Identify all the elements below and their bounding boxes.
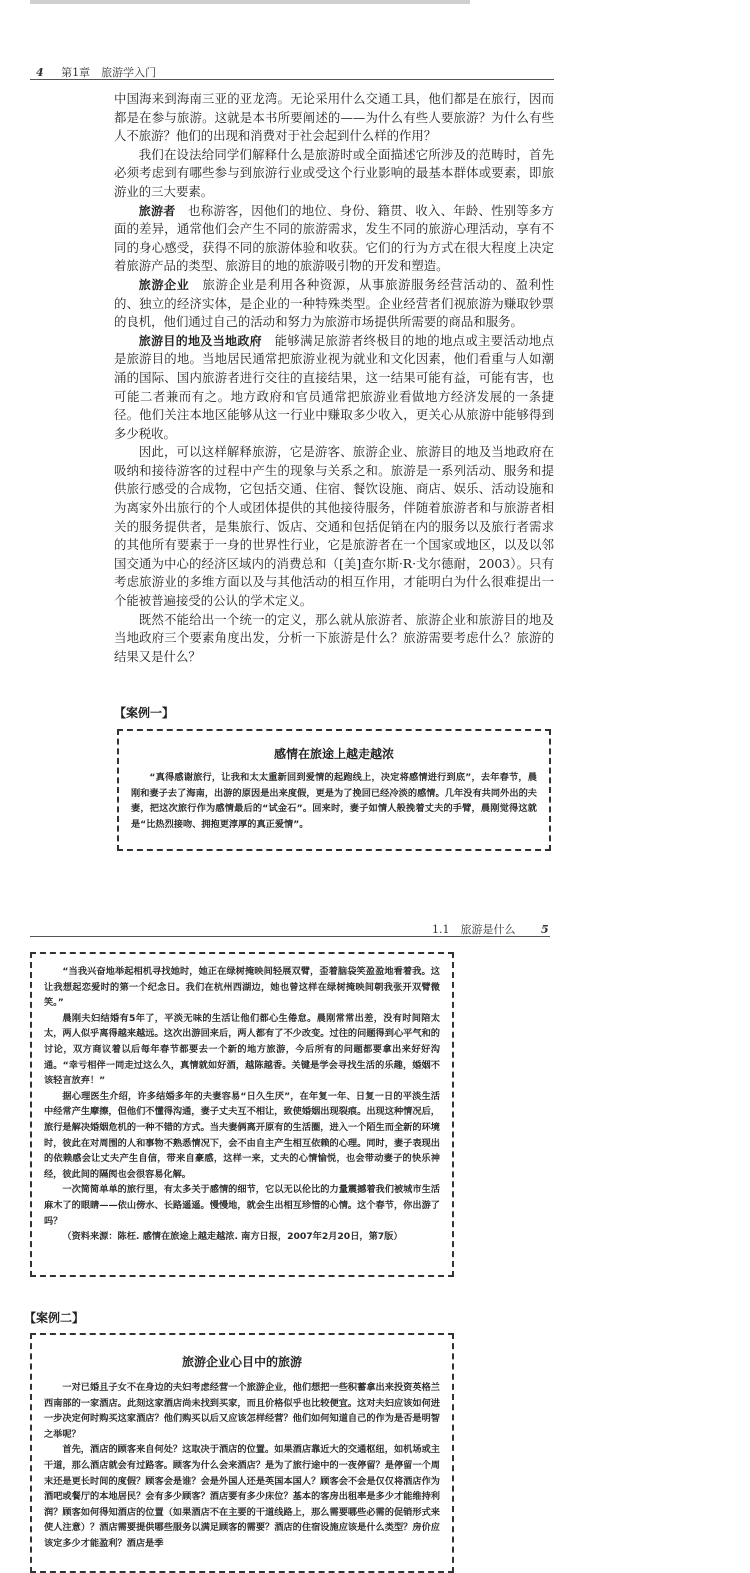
paragraph-destination [114, 332, 554, 444]
page-number: 4 [36, 66, 44, 79]
paragraph-text: 也称游客，因他们的地位、身份、籍贯、收入、年龄、性别等多方面的差异，通常他们会产生不同的旅游需求，发生不同的旅游心理活动，享有不同的身心感受，获得不同的旅游体验和收获。它们的行为方式在很大程度上决定着旅游产品的类型、旅游目的地的旅游吸引物的开发和塑造。 [114, 202, 554, 274]
case-2-para: 一对已婚且子女不在身边的夫妇考虑经营一个旅游企业，他们想把一些积蓄拿出来投资英格兰西南部的一家酒店。此刻这家酒店尚未找到买家，而且价格似乎也比较便宜。这对夫妇应该如何进一步决定何时购买这家酒店？他们购买以后又应该怎样经营？他们如何知道自己的作为是否是明智之举呢？ [44, 1382, 440, 1440]
case-1-para: 一次简简单单的旅行里，有太多关于感情的细节，它以无以伦比的力量震撼着我们被城市生活麻木了的眼睛——依山傍水、长路遥遥。慢慢地，就会生出相互珍惜的心情。这个春节，你出游了吗？ [44, 1184, 440, 1227]
paragraph: 中国海来到海南三亚的亚龙湾。无论采用什么交通工具，他们都是在旅行，因而都是在参与旅游。这就是本书所要阐述的——为什么有些人要旅游？为什么有些人不旅游？他们的出现和消费对于社会起到什么样的作用？ [114, 91, 554, 144]
case-1-box [117, 729, 551, 851]
case-1-para: “当我兴奋地举起相机寻找她时，她正在绿树掩映间轻展双臂，歪着脑袋笑盈盈地看着我。这让我想起恋爱时的第一个纪念日。我们在杭州西湖边，她也曾这样在绿树掩映间朝我张开双臂微笑。” [44, 966, 440, 1009]
case-2-title: 旅游企业心目中的旅游 [181, 1355, 302, 1369]
case-1-para: 晨刚夫妇结婚有5年了，平淡无味的生活让他们都心生倦怠。晨刚常常出差，没有时间陪太太，两人似乎离得越来越远。这次出游回来后，两人都有了不少改变。过往的问题得到心平气和的讨论，双方商议着以后每年春节都要去一个新的地方旅游，今后所有的问题都要拿出来好好沟通。“幸亏相伴一同走过这么久，真情就如好酒，越陈越香。关键是学会寻找生活的乐趣，婚姻不该轻言放弃！” [44, 1012, 440, 1087]
paragraph: 因此，可以这样解释旅游，它是游客、旅游企业、旅游目的地及当地政府在吸纳和接待游客的过程中产生的现象与关系之和。旅游是一系列活动、服务和提供旅行感受的合成物，它包括交通、住宿、餐饮设施、商店、娱乐、活动设施和为离家外出旅行的个人或团体提供的其他接待服务，伴随着旅游者和与旅游者相关的服务提供者，是集旅行、饭店、交通和包括促销在内的服务以及旅行者需求的其他所有要素于一身的世界性行业，它是旅游者在一个国家或地区，以及以邻国交通为中心的经济区域内的消费总和（[美]查尔斯·R·戈尔德耐，2003）。只有考虑旅游业的多维方面以及与其他活动的相互作用，才能明白为什么很难提出一个能被普遍接受的公认的学术定义。 [114, 444, 554, 609]
term-destination: 旅游目的地及当地政府 [138, 333, 262, 348]
case-2-label: 【案例二】 [24, 1311, 85, 1325]
running-header-left [36, 64, 156, 80]
case-2-box [30, 1333, 454, 1573]
case-1-para: 据心理医生介绍，许多结婚多年的夫妻容易“日久生厌”，在年复一年、日复一日的平淡生活中经常产生摩擦，但他们不懂得沟通，妻子丈夫互不相让，致使婚姻出现裂痕。出现这种情况后，旅行是解决婚姻危机的一种不错的方式。当夫妻俩离开原有的生活圈，进入一个陌生而全新的环境时，彼此在对周围的人和事物不熟悉情况下，会不由自主产生相互依赖的心理。同时，妻子表现出的依赖感会让丈夫产生自信，带来自豪感，这样一来，丈夫的心情愉悦，也会带动妻子的快乐神经，彼此间的隔阂也会很容易化解。 [44, 1090, 440, 1180]
case-1-text: “真得感谢旅行，让我和太太重新回到爱情的起跑线上，决定将感情进行到底”，去年春节，晨刚和妻子去了海南，出游的原因是出来度假，更是为了挽回已经冷淡的感情。几年没有共同外出的夫妻，把这次旅行作为感情最后的“试金石”。回来时，妻子如情人般挽着丈夫的手臂，晨刚觉得这就是“比热烈接吻、拥抱更淳厚的真正爱情”。 [131, 772, 537, 830]
section-title: 1.1 旅游是什么 [432, 923, 516, 936]
paragraph-text: 能够满足旅游者终极目的地的地点或主要活动地点是旅游目的地。当地居民通常把旅游业视为就业和文化因素，他们看重与人如潮涌的国际、国内旅游者进行交往的直接结果，这一结果可能有益，可能有害，也可能二者兼而有之。地方政府和官员通常把旅游业看做地方经济发展的一条捷径。他们关注本地区能够从这一行业中赚取多少收入，更关心从旅游中能够得到多少税收。 [114, 332, 555, 441]
main-body-text [114, 90, 554, 666]
term-tourist: 旅游者 [138, 203, 176, 218]
page-number: 5 [541, 923, 549, 936]
paragraph-text: 旅游企业是利用各种资源，从事旅游服务经营活动的、盈利性的、独立的经济实体，是企业的一种特殊类型。企业经营者们视旅游为赚取钞票的良机，他们通过自己的活动和努力为旅游市场提供所需要的商品和服务。 [114, 276, 554, 330]
case-1-label: 【案例一】 [114, 706, 175, 720]
running-header-right [432, 921, 549, 937]
paragraph-tourist [114, 202, 554, 276]
header-rule [30, 79, 554, 80]
paragraph: 既然不能给出一个统一的定义，那么就从旅游者、旅游企业和旅游目的地及当地政府三个要素角度出发，分析一下旅游是什么？旅游需要考虑什么？旅游的结果又是什么？ [114, 611, 554, 664]
term-enterprise: 旅游企业 [138, 277, 190, 292]
header-rule [30, 936, 550, 937]
case-1-source: （资料来源：陈枉. 感情在旅途上越走越浓. 南方日报，2007年2月20日，第7版） [62, 1231, 403, 1243]
chapter-title: 第1章 旅游学入门 [61, 66, 157, 79]
paragraph: 我们在设法给同学们解释什么是旅游时或全面描述它所涉及的范畴时，首先必须考虑到有哪些参与到旅游行业或受这个行业影响的最基本群体或要素，即旅游业的三大要素。 [114, 146, 554, 199]
case-1-title: 感情在旅途上越走越浓 [273, 747, 394, 761]
page-5 [0, 900, 750, 1549]
paragraph-enterprise [114, 276, 554, 332]
case-2-para: 首先，酒店的顾客来自何处？这取决于酒店的位置。如果酒店靠近大的交通枢纽，如机场或主干道，那么酒店就会有过路客。顾客为什么会来酒店？是为了旅行途中的一夜停留？是停留一个周末还是更长时间的度假？顾客会是谁？会是外国人还是英国本国人？顾客会不会是仅仅将酒店作为酒吧或餐厅的本地居民？会有多少顾客？酒店要有多少床位？基本的客房出租率是多少才能维持利润？顾客如何得知酒店的位置（如果酒店不在主要的干道线路上，那么需要哪些必需的促销形式来使人注意）？酒店需要提供哪些服务以满足顾客的需要？酒店的住宿设施应该是什么类型？房价应该定多少才能盈利？酒店是季 [44, 1444, 440, 1549]
case-1-continued-box [30, 952, 454, 1277]
